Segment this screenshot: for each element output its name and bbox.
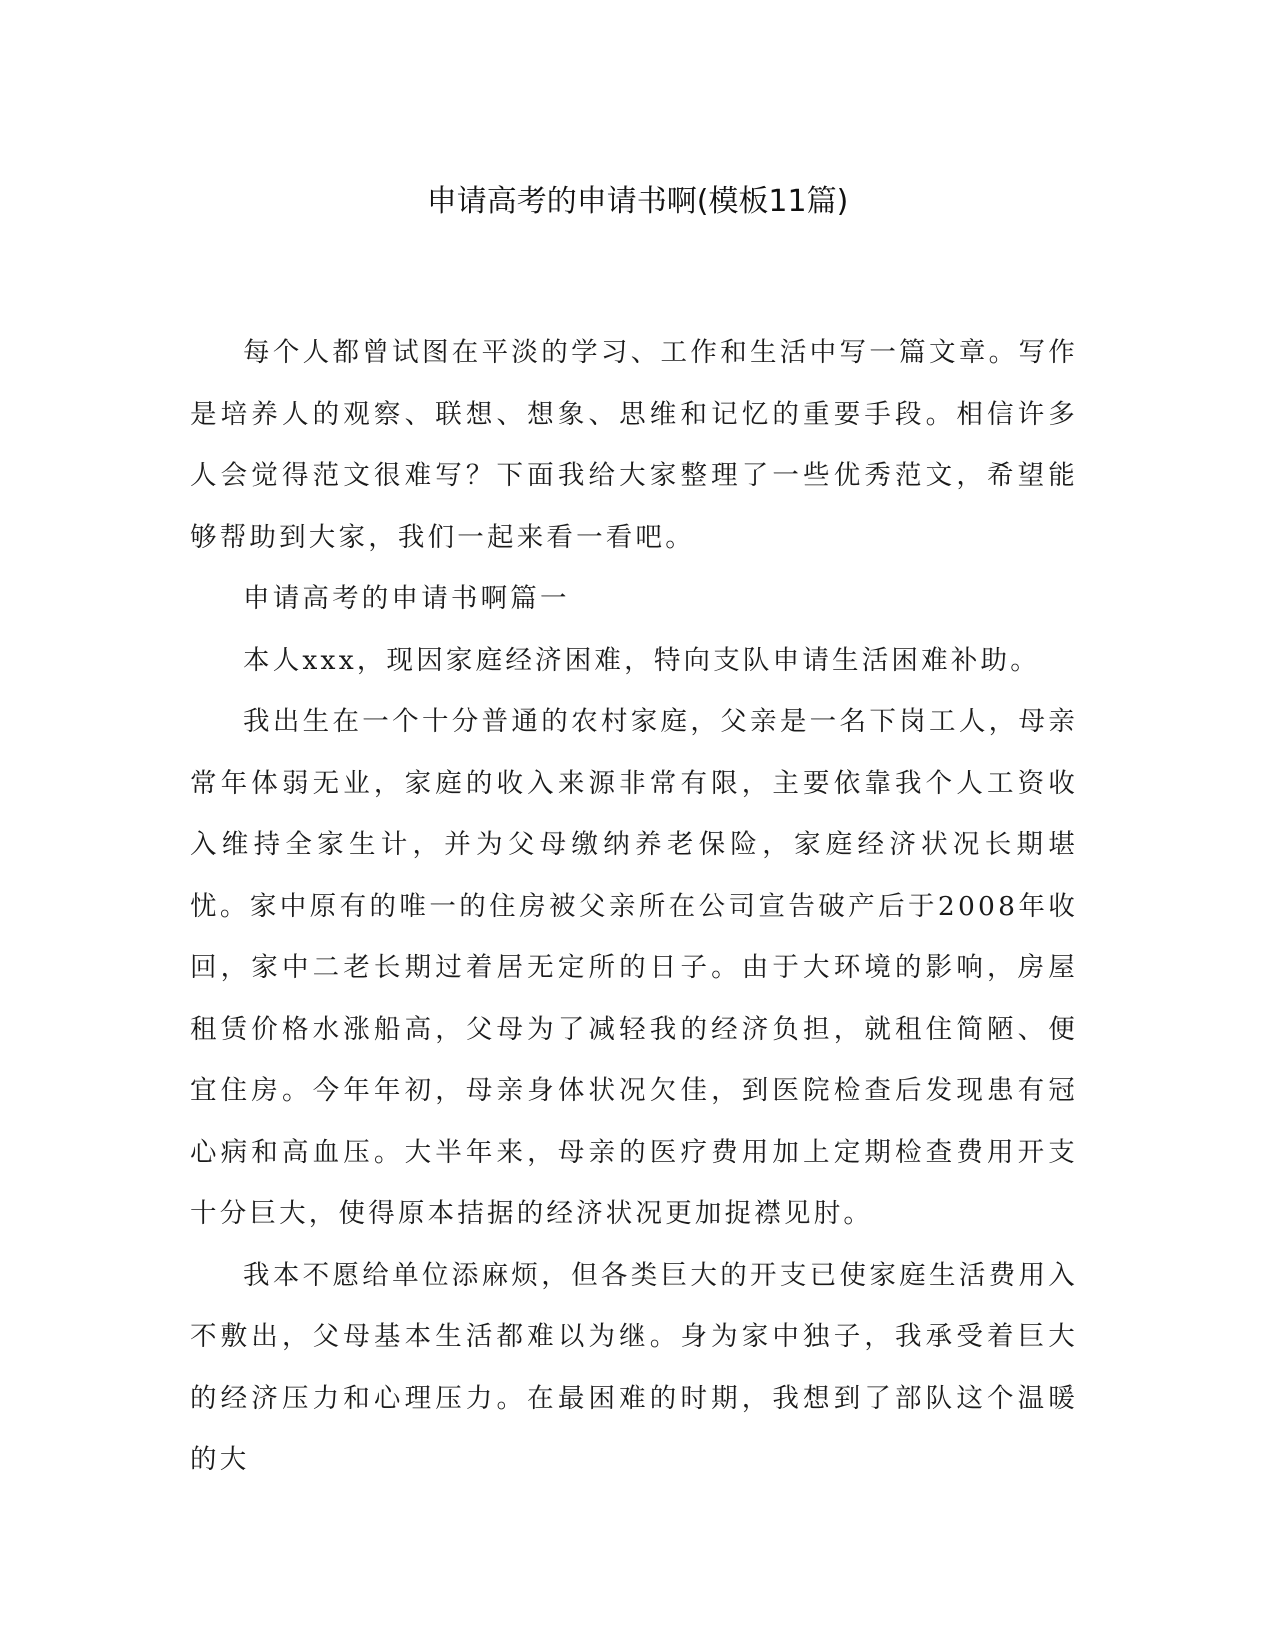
paragraph: 我出生在一个十分普通的农村家庭，父亲是一名下岗工人，母亲常年体弱无业，家庭的收入来源非常有限，主要依靠我个人工资收入维持全家生计，并为父母缴纳养老保险，家庭经济状况长期堪忧。家中原有的唯一的住房被父亲所在公司宣告破产后于2008年收回，家中二老长期过着居无定所的日子。由于大环境的影响，房屋租赁价格水涨船高，父母为了减轻我的经济负担，就租住简陋、便宜住房。今年年初，母亲身体状况欠佳，到医院检查后发现患有冠心病和高血压。大半年来，母亲的医疗费用加上定期检查费用开支十分巨大，使得原本拮据的经济状况更加捉襟见肘。 <box>190 706 1078 1229</box>
section-heading: 申请高考的申请书啊篇一 <box>243 583 570 614</box>
document-body <box>190 322 1078 1491</box>
paragraph: 我本不愿给单位添麻烦，但各类巨大的开支已使家庭生活费用入不敷出，父母基本生活都难以为继。身为家中独子，我承受着巨大的经济压力和心理压力。在最困难的时期，我想到了部队这个温暖的大 <box>190 1259 1078 1475</box>
document-title: 申请高考的申请书啊(模板11篇) <box>426 184 849 219</box>
paragraph: 本人xxx，现因家庭经济困难，特向支队申请生活困难补助。 <box>243 644 1040 676</box>
paragraph-intro: 每个人都曾试图在平淡的学习、工作和生活中写一篇文章。写作是培养人的观察、联想、想象、思维和记忆的重要手段。相信许多人会觉得范文很难写？下面我给大家整理了一些优秀范文，希望能够帮助到大家，我们一起来看一看吧。 <box>190 337 1078 553</box>
